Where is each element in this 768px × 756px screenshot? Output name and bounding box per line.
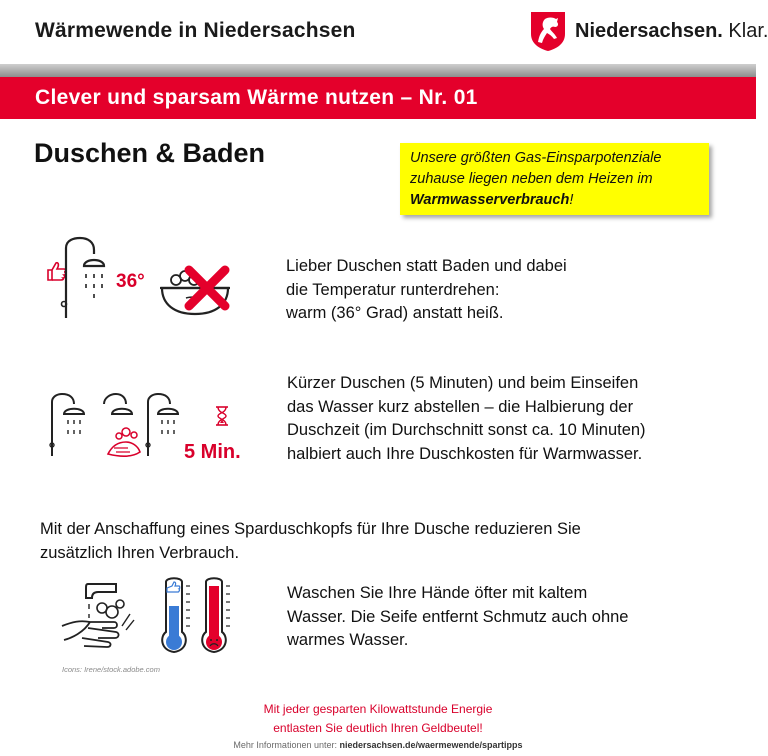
callout-line-3	[410, 190, 705, 211]
duration-label: 5 Min.	[184, 441, 241, 463]
tip-1-line-1: Lieber Duschen statt Baden und dabei	[286, 257, 567, 275]
tip-2-line-2: das Wasser kurz abstellen – die Halbierung der	[287, 397, 634, 416]
tip-3-line-1: Mit der Anschaffung eines Sparduschkopfs für Ihre Dusche reduzieren Sie	[40, 520, 581, 538]
tip-4-line-2: Wasser. Die Seife entfernt Schmutz auch ohne	[287, 607, 629, 626]
tip-4-line-3: warmes Wasser.	[287, 631, 409, 649]
thermometer-hot-icon	[192, 574, 236, 663]
footer-info-prefix: Mehr Informationen unter:	[233, 740, 340, 750]
handwash-icon	[58, 576, 138, 653]
tip-1-text	[286, 255, 706, 326]
footer-info-link[interactable]: niedersachsen.de/waermewende/spartipps	[339, 740, 523, 750]
footer-message	[0, 700, 756, 738]
horse-logo-icon	[529, 10, 567, 52]
shower-icon	[56, 234, 116, 329]
header-divider	[0, 64, 756, 77]
soap-hands-icon	[104, 424, 144, 465]
tip-2-line-1: Kürzer Duschen (5 Minuten) und beim Einseifen	[287, 374, 639, 392]
thermometer-cold-icon	[152, 574, 196, 663]
cross-icon	[183, 264, 231, 317]
temperature-label: 36°	[116, 271, 145, 292]
hourglass-icon	[215, 406, 229, 431]
tip-2-text	[287, 372, 717, 466]
header-title: Wärmewende in Niedersachsen	[35, 19, 356, 42]
logo-suffix: Klar.	[728, 20, 768, 42]
tip-1-line-3: warm (36° Grad) anstatt heiß.	[286, 304, 504, 322]
tip-4-line-1: Waschen Sie Ihre Hände öfter mit kaltem	[287, 584, 588, 602]
footer-line-2: entlasten Sie deutlich Ihren Geldbeutel!	[273, 721, 483, 735]
banner-text: Clever und sparsam Wärme nutzen – Nr. 01	[35, 86, 478, 109]
footer-info	[0, 740, 756, 750]
tip-1-line-2: die Temperatur runterdrehen:	[286, 280, 500, 299]
callout-line-1: Unsere größten Gas-Einsparpotenziale	[410, 150, 662, 166]
callout-suffix: !	[569, 192, 574, 208]
section-title: Duschen & Baden	[34, 138, 266, 168]
tip-3-text	[40, 518, 720, 565]
tip-4-text	[287, 582, 707, 653]
tip-3-line-2: zusätzlich Ihren Verbrauch.	[40, 543, 240, 562]
callout-emphasis: Warmwasserverbrauch	[410, 192, 570, 208]
logo-wordmark	[575, 20, 768, 43]
tip-2-line-3: Duschzeit (im Durchschnitt sonst ca. 10 Minuten)	[287, 421, 646, 439]
icon-credit: Icons: Irene/stock.adobe.com	[62, 665, 160, 674]
callout-text	[410, 148, 705, 211]
tip-2-line-4: halbiert auch Ihre Duschkosten für Warmwasser.	[287, 444, 643, 463]
footer-line-1: Mit jeder gesparten Kilowattstunde Energie	[263, 702, 493, 716]
logo-name: Niedersachsen.	[575, 20, 723, 42]
callout-line-2: zuhause liegen neben dem Heizen im	[410, 171, 653, 187]
